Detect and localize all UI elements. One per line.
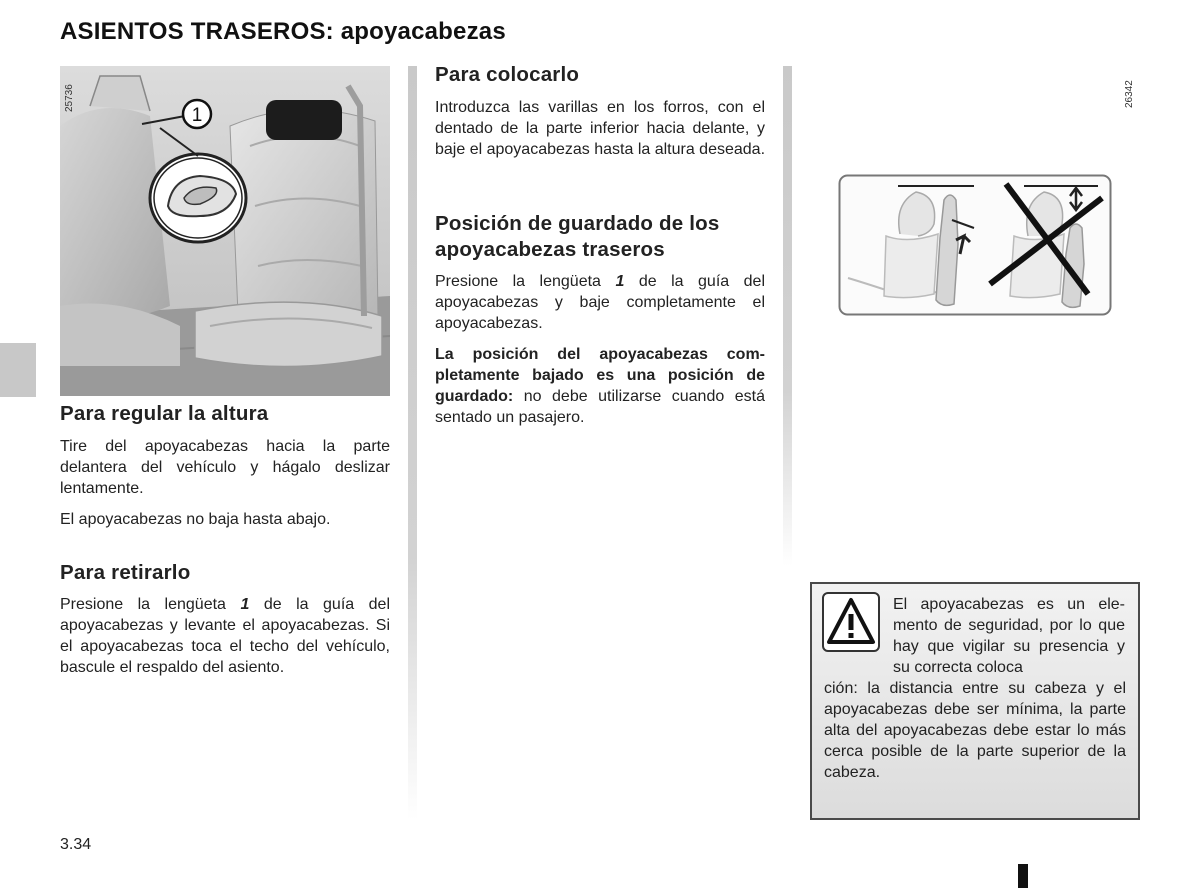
paragraph-retirarlo: Presione la lengüeta 1 de la guía del apoyacabezas y levante el apoyacabezas. Si el apoyacabezas toca el techo del vehículo, bascule el respaldo del asiento. [60, 596, 391, 676]
paragraph-colocarlo: Introduzca las varillas en los forros, con el dentado de la parte inferior hacia delante, y baje el apoyacabezas hasta la altura deseada. [435, 99, 766, 158]
heading-posicion-guardado: Posición de guardado de los apoyacabezas traseros [435, 212, 720, 261]
paragraph-no-baja: El apoyacabezas no baja hasta abajo. [60, 511, 331, 528]
page-number: 3.34 [60, 836, 92, 853]
paragraph-guardado-warning: La posición del apoyacabezas completamente bajado es una posición de guardado: no debe utilizarse cuando está sentado un pasajero. [435, 346, 765, 426]
heading-regular-altura: Para regular la altura [60, 402, 269, 425]
callout-1: 1 [191, 105, 203, 126]
heading-retirarlo: Para retirarlo [60, 561, 191, 584]
paragraph-guardado: Presione la lengüeta 1 de la guía del apoyacabezas y baje completamente el apoyacabezas. [435, 273, 766, 332]
right-figure-code: 26342 [1124, 80, 1135, 108]
column-divider-left [408, 66, 417, 820]
paragraph-regular-altura: Tire del apoyacabezas hacia la parte delantera del vehículo y hágalo deslizar lentamente. [60, 438, 390, 497]
print-corner-mark [1018, 864, 1028, 888]
rear-seats-figure [60, 66, 390, 396]
left-figure-code: 25736 [64, 84, 75, 112]
warning-triangle-icon [822, 592, 880, 652]
headrest-position-figure [838, 174, 1112, 316]
tab-reference-1: 1 [240, 596, 250, 613]
page-title: ASIENTOS TRASEROS: apoyacabezas [60, 18, 506, 45]
column-divider-right [783, 66, 792, 566]
chapter-tab [0, 343, 36, 397]
heading-colocarlo: Para colocarlo [435, 63, 580, 86]
tab-reference-1-b: 1 [615, 273, 625, 290]
warning-text-top: El apoyacabezas es un elemento de seguridad, por lo que hay que vigilar su presencia y su correcta coloca [893, 596, 1125, 676]
warning-text-bottom: ción: la distancia entre su cabeza y el apoyacabezas debe ser mínima, la parte alta del apoyacabezas debe estar lo más cerca posible de la parte superior de la cabeza. [824, 680, 1126, 781]
